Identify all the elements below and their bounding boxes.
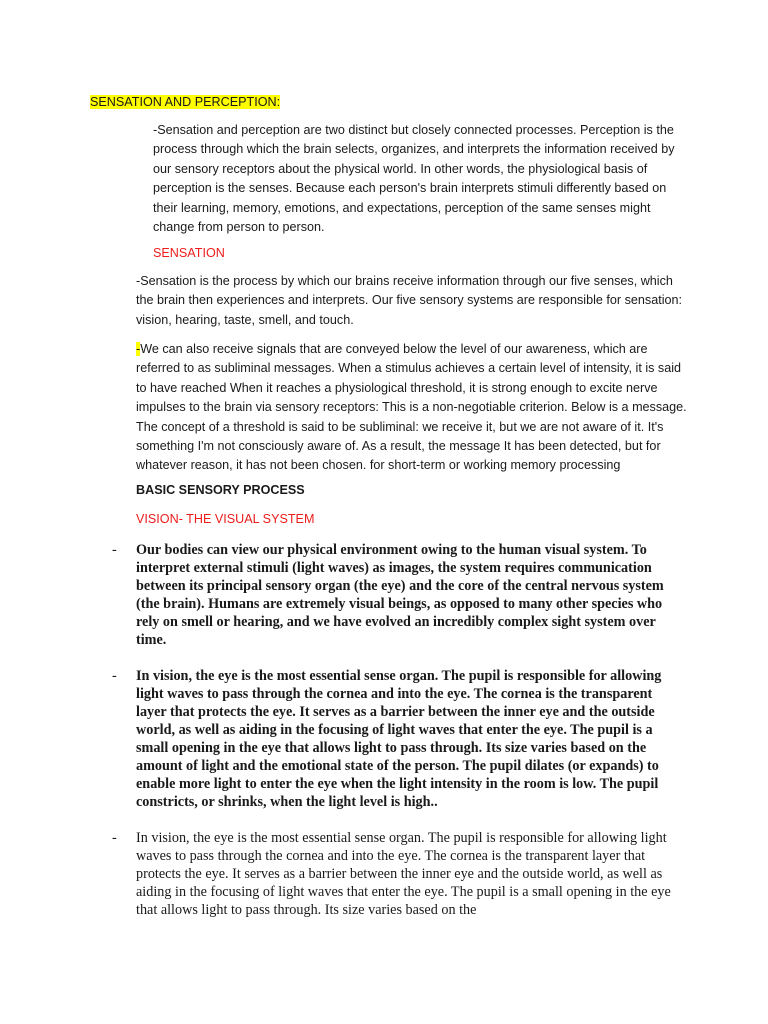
sensation-paragraph-2-text: We can also receive signals that are conveyed below the level of our awareness, which are referred to as subliminal messages. When a stimulus achieves a certain level of intensity, it is said to have reached When it reaches a physiological threshold, it is strong enough to excite nerve impulses to the brain via sensory receptors: This is a non-negotiable criterion. Below is a message. The concept of a threshold is said to be subliminal: we receive it, but we are not aware of it. It's something I'm not consciously aware of. As a result, the message It has been detected, but for whatever reason, it has not been chosen. for short-term or working memory processing [136, 342, 687, 473]
bullet-text: Our bodies can view our physical environment owing to the human visual system. To interpret external stimuli (light waves) as images, the system requires communication between its principal sensory organ (the eye) and the core of the central nervous system (the brain). Humans are extremely visual beings, as opposed to many other species who rely on smell or hearing, and we have evolved an incredibly complex sight system over time. [136, 542, 664, 648]
sensation-heading: SENSATION [153, 246, 225, 260]
intro-paragraph: -Sensation and perception are two distinct but closely connected processes. Perception is the process through which the brain selects, organizes, and interprets the information received by our sensory receptors about the physical world. In other words, the physiological basis of perception is the senses. Because each person's brain interprets stimuli differently based on their learning, memory, emotions, and expectations, perception of the same senses might change from person to person. [153, 123, 675, 235]
sensation-paragraph-2 [136, 340, 691, 476]
vision-heading: VISION- THE VISUAL SYSTEM [136, 512, 315, 526]
title-highlight: SENSATION AND PERCEPTION: [90, 95, 281, 109]
dash-highlight: - [136, 342, 141, 356]
basic-sensory-heading: BASIC SENSORY PROCESS [136, 483, 305, 497]
bullet-dash: - [112, 830, 117, 846]
bullet-dash: - [112, 668, 117, 684]
bullet-text: In vision, the eye is the most essential sense organ. The pupil is responsible for allowing light waves to pass through the cornea and into the eye. The cornea is the transparent layer that protects the eye. It serves as a barrier between the inner eye and the outside world, as well as aiding in the focusing of light waves that enter the eye. The pupil is a small opening in the eye that allows light to pass through. Its size varies based on the amount of light and the emotional state of the person. The pupil dilates (or expands) to enable more light to enter the eye when the light intensity in the room is low. The pupil constricts, or shrinks, when the light level is high.. [136, 668, 662, 810]
page-title [90, 93, 280, 112]
sensation-paragraph-1: -Sensation is the process by which our brains receive information through our five senses, which the brain then experiences and interprets. Our five sensory systems are responsible for sensation: vision, hearing, taste, smell, and touch. [136, 274, 683, 327]
bullet-dash: - [112, 542, 117, 558]
bullet-text: In vision, the eye is the most essential sense organ. The pupil is responsible for allowing light waves to pass through the cornea and into the eye. The cornea is the transparent layer that protects the eye. It serves as a barrier between the inner eye and the outside world, as well as aiding in the focusing of light waves that enter the eye. The pupil is a small opening in the eye that allows light to pass through. Its size varies based on the [136, 830, 671, 918]
